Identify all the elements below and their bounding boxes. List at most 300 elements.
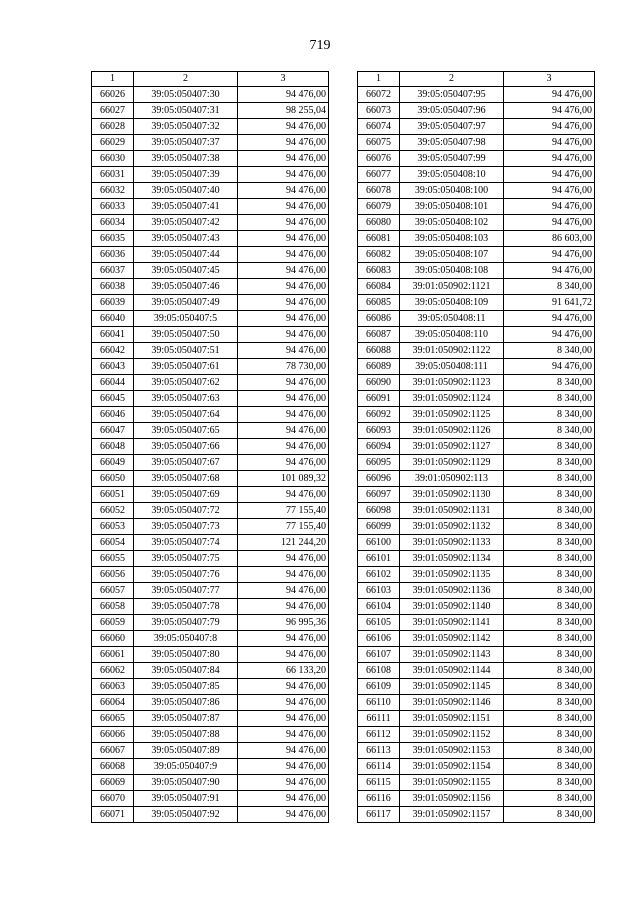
cadastral-number-cell: 39:05:050407:5 bbox=[134, 311, 238, 327]
value-cell: 94 476,00 bbox=[238, 135, 329, 151]
value-cell: 94 476,00 bbox=[238, 375, 329, 391]
cadastral-number-cell: 39:01:050902:1125 bbox=[400, 407, 504, 423]
value-cell: 8 340,00 bbox=[504, 695, 595, 711]
cadastral-number-cell: 39:01:050902:1123 bbox=[400, 375, 504, 391]
cadastral-number-cell: 39:05:050407:61 bbox=[134, 359, 238, 375]
cadastral-number-cell: 39:01:050902:1122 bbox=[400, 343, 504, 359]
row-number-cell: 66067 bbox=[92, 743, 134, 759]
row-number-cell: 66116 bbox=[358, 791, 400, 807]
table-row bbox=[92, 359, 329, 375]
value-cell: 94 476,00 bbox=[238, 599, 329, 615]
row-number-cell: 66035 bbox=[92, 231, 134, 247]
table-row bbox=[92, 311, 329, 327]
table-row bbox=[358, 487, 595, 503]
cadastral-number-cell: 39:05:050407:89 bbox=[134, 743, 238, 759]
cadastral-number-cell: 39:05:050407:63 bbox=[134, 391, 238, 407]
table-row bbox=[358, 535, 595, 551]
cadastral-number-cell: 39:01:050902:1145 bbox=[400, 679, 504, 695]
value-cell: 94 476,00 bbox=[238, 183, 329, 199]
table-row bbox=[92, 663, 329, 679]
table-row bbox=[358, 727, 595, 743]
table-row bbox=[358, 759, 595, 775]
value-cell: 94 476,00 bbox=[238, 743, 329, 759]
cadastral-number-cell: 39:01:050902:1135 bbox=[400, 567, 504, 583]
row-number-cell: 66068 bbox=[92, 759, 134, 775]
cadastral-number-cell: 39:05:050407:64 bbox=[134, 407, 238, 423]
table-row bbox=[92, 695, 329, 711]
table-row bbox=[92, 775, 329, 791]
row-number-cell: 66040 bbox=[92, 311, 134, 327]
row-number-cell: 66042 bbox=[92, 343, 134, 359]
cadastral-number-cell: 39:05:050407:30 bbox=[134, 87, 238, 103]
value-cell: 8 340,00 bbox=[504, 343, 595, 359]
value-cell: 8 340,00 bbox=[504, 583, 595, 599]
value-cell: 94 476,00 bbox=[504, 119, 595, 135]
cadastral-number-cell: 39:05:050407:73 bbox=[134, 519, 238, 535]
cadastral-number-cell: 39:05:050407:76 bbox=[134, 567, 238, 583]
cadastral-number-cell: 39:01:050902:1155 bbox=[400, 775, 504, 791]
cadastral-number-cell: 39:05:050408:103 bbox=[400, 231, 504, 247]
cadastral-number-cell: 39:05:050407:42 bbox=[134, 215, 238, 231]
value-cell: 94 476,00 bbox=[504, 199, 595, 215]
table-row bbox=[92, 103, 329, 119]
value-cell: 8 340,00 bbox=[504, 615, 595, 631]
value-cell: 98 255,04 bbox=[238, 103, 329, 119]
cadastral-number-cell: 39:01:050902:1154 bbox=[400, 759, 504, 775]
value-cell: 94 476,00 bbox=[504, 135, 595, 151]
row-number-cell: 66105 bbox=[358, 615, 400, 631]
cadastral-number-cell: 39:05:050407:77 bbox=[134, 583, 238, 599]
cadastral-number-cell: 39:05:050408:110 bbox=[400, 327, 504, 343]
cadastral-number-cell: 39:05:050408:107 bbox=[400, 247, 504, 263]
value-cell: 8 340,00 bbox=[504, 599, 595, 615]
row-number-cell: 66087 bbox=[358, 327, 400, 343]
value-cell: 8 340,00 bbox=[504, 663, 595, 679]
value-cell: 91 641,72 bbox=[504, 295, 595, 311]
cadastral-number-cell: 39:01:050902:1146 bbox=[400, 695, 504, 711]
value-cell: 94 476,00 bbox=[238, 647, 329, 663]
row-number-cell: 66108 bbox=[358, 663, 400, 679]
row-number-cell: 66084 bbox=[358, 279, 400, 295]
row-number-cell: 66107 bbox=[358, 647, 400, 663]
cadastral-number-cell: 39:05:050407:43 bbox=[134, 231, 238, 247]
row-number-cell: 66117 bbox=[358, 807, 400, 823]
value-cell: 94 476,00 bbox=[238, 631, 329, 647]
value-cell: 78 730,00 bbox=[238, 359, 329, 375]
value-cell: 86 603,00 bbox=[504, 231, 595, 247]
table-row bbox=[92, 231, 329, 247]
table-row bbox=[358, 167, 595, 183]
cadastral-number-cell: 39:05:050407:78 bbox=[134, 599, 238, 615]
table-row bbox=[92, 215, 329, 231]
table-row bbox=[92, 711, 329, 727]
value-cell: 94 476,00 bbox=[238, 807, 329, 823]
value-cell: 8 340,00 bbox=[504, 391, 595, 407]
row-number-cell: 66029 bbox=[92, 135, 134, 151]
value-cell: 94 476,00 bbox=[504, 359, 595, 375]
cadastral-number-cell: 39:05:050407:86 bbox=[134, 695, 238, 711]
cadastral-number-cell: 39:05:050407:96 bbox=[400, 103, 504, 119]
cadastral-number-cell: 39:01:050902:1141 bbox=[400, 615, 504, 631]
row-number-cell: 66102 bbox=[358, 567, 400, 583]
cadastral-number-cell: 39:01:050902:1157 bbox=[400, 807, 504, 823]
value-cell: 94 476,00 bbox=[238, 215, 329, 231]
row-number-cell: 66081 bbox=[358, 231, 400, 247]
table-row bbox=[92, 807, 329, 823]
value-cell: 8 340,00 bbox=[504, 455, 595, 471]
table-row bbox=[358, 423, 595, 439]
table-row bbox=[358, 599, 595, 615]
cadastral-number-cell: 39:05:050407:85 bbox=[134, 679, 238, 695]
value-cell: 8 340,00 bbox=[504, 423, 595, 439]
table-row bbox=[358, 807, 595, 823]
table-row bbox=[92, 199, 329, 215]
value-cell: 94 476,00 bbox=[238, 119, 329, 135]
cadastral-number-cell: 39:05:050407:69 bbox=[134, 487, 238, 503]
table-row bbox=[358, 327, 595, 343]
cadastral-number-cell: 39:05:050408:102 bbox=[400, 215, 504, 231]
table-row bbox=[358, 647, 595, 663]
table-row bbox=[358, 343, 595, 359]
table-row bbox=[92, 439, 329, 455]
cadastral-number-cell: 39:05:050407:80 bbox=[134, 647, 238, 663]
cadastral-number-cell: 39:05:050407:44 bbox=[134, 247, 238, 263]
table-row bbox=[358, 391, 595, 407]
value-cell: 8 340,00 bbox=[504, 631, 595, 647]
value-cell: 8 340,00 bbox=[504, 711, 595, 727]
cadastral-number-cell: 39:05:050408:111 bbox=[400, 359, 504, 375]
table-row bbox=[92, 647, 329, 663]
row-number-cell: 66030 bbox=[92, 151, 134, 167]
row-number-cell: 66046 bbox=[92, 407, 134, 423]
row-number-cell: 66094 bbox=[358, 439, 400, 455]
cadastral-number-cell: 39:05:050407:98 bbox=[400, 135, 504, 151]
value-cell: 8 340,00 bbox=[504, 759, 595, 775]
header-row bbox=[358, 72, 595, 87]
row-number-cell: 66115 bbox=[358, 775, 400, 791]
cadastral-number-cell: 39:05:050407:92 bbox=[134, 807, 238, 823]
value-cell: 8 340,00 bbox=[504, 471, 595, 487]
table-row bbox=[92, 135, 329, 151]
cadastral-number-cell: 39:05:050408:100 bbox=[400, 183, 504, 199]
table-row bbox=[358, 631, 595, 647]
table-row bbox=[358, 135, 595, 151]
cadastral-number-cell: 39:01:050902:1143 bbox=[400, 647, 504, 663]
row-number-cell: 66050 bbox=[92, 471, 134, 487]
row-number-cell: 66095 bbox=[358, 455, 400, 471]
row-number-cell: 66058 bbox=[92, 599, 134, 615]
table-row bbox=[358, 711, 595, 727]
table-row bbox=[358, 199, 595, 215]
row-number-cell: 66114 bbox=[358, 759, 400, 775]
row-number-cell: 66032 bbox=[92, 183, 134, 199]
table-row bbox=[358, 567, 595, 583]
row-number-cell: 66111 bbox=[358, 711, 400, 727]
value-cell: 94 476,00 bbox=[238, 87, 329, 103]
row-number-cell: 66100 bbox=[358, 535, 400, 551]
cadastral-number-cell: 39:01:050902:113 bbox=[400, 471, 504, 487]
cadastral-number-cell: 39:05:050407:50 bbox=[134, 327, 238, 343]
value-cell: 94 476,00 bbox=[504, 263, 595, 279]
table-row bbox=[92, 583, 329, 599]
table-row bbox=[358, 103, 595, 119]
row-number-cell: 66038 bbox=[92, 279, 134, 295]
left-table bbox=[91, 71, 329, 823]
value-cell: 94 476,00 bbox=[238, 151, 329, 167]
page-number: 719 bbox=[309, 38, 331, 53]
cadastral-number-cell: 39:05:050407:65 bbox=[134, 423, 238, 439]
table-row bbox=[358, 743, 595, 759]
table-row bbox=[92, 599, 329, 615]
row-number-cell: 66026 bbox=[92, 87, 134, 103]
cadastral-number-cell: 39:05:050407:41 bbox=[134, 199, 238, 215]
table-row bbox=[92, 487, 329, 503]
row-number-cell: 66086 bbox=[358, 311, 400, 327]
table-row bbox=[358, 583, 595, 599]
table-row bbox=[358, 791, 595, 807]
table-row bbox=[92, 455, 329, 471]
row-number-cell: 66092 bbox=[358, 407, 400, 423]
cadastral-number-cell: 39:05:050407:88 bbox=[134, 727, 238, 743]
row-number-cell: 66065 bbox=[92, 711, 134, 727]
row-number-cell: 66027 bbox=[92, 103, 134, 119]
table-row bbox=[358, 311, 595, 327]
table-row bbox=[92, 167, 329, 183]
row-number-cell: 66085 bbox=[358, 295, 400, 311]
row-number-cell: 66076 bbox=[358, 151, 400, 167]
table-row bbox=[92, 727, 329, 743]
row-number-cell: 66096 bbox=[358, 471, 400, 487]
column-header-value: 3 bbox=[238, 72, 329, 87]
row-number-cell: 66047 bbox=[92, 423, 134, 439]
table-row bbox=[92, 759, 329, 775]
value-cell: 8 340,00 bbox=[504, 279, 595, 295]
cadastral-number-cell: 39:05:050407:79 bbox=[134, 615, 238, 631]
cadastral-number-cell: 39:05:050407:8 bbox=[134, 631, 238, 647]
row-number-cell: 66061 bbox=[92, 647, 134, 663]
cadastral-number-cell: 39:01:050902:1151 bbox=[400, 711, 504, 727]
value-cell: 94 476,00 bbox=[238, 695, 329, 711]
table-row bbox=[92, 791, 329, 807]
table-row bbox=[92, 279, 329, 295]
cadastral-number-cell: 39:01:050902:1124 bbox=[400, 391, 504, 407]
table-row bbox=[358, 119, 595, 135]
cadastral-number-cell: 39:05:050407:74 bbox=[134, 535, 238, 551]
column-header-cadastral-number: 2 bbox=[134, 72, 238, 87]
cadastral-number-cell: 39:05:050407:66 bbox=[134, 439, 238, 455]
value-cell: 94 476,00 bbox=[238, 263, 329, 279]
table-row bbox=[358, 439, 595, 455]
row-number-cell: 66070 bbox=[92, 791, 134, 807]
value-cell: 8 340,00 bbox=[504, 551, 595, 567]
value-cell: 8 340,00 bbox=[504, 727, 595, 743]
value-cell: 8 340,00 bbox=[504, 519, 595, 535]
row-number-cell: 66097 bbox=[358, 487, 400, 503]
value-cell: 8 340,00 bbox=[504, 535, 595, 551]
value-cell: 77 155,40 bbox=[238, 519, 329, 535]
table-row bbox=[92, 343, 329, 359]
cadastral-number-cell: 39:05:050407:90 bbox=[134, 775, 238, 791]
table-row bbox=[92, 551, 329, 567]
cadastral-number-cell: 39:05:050408:108 bbox=[400, 263, 504, 279]
value-cell: 101 089,32 bbox=[238, 471, 329, 487]
table-row bbox=[92, 119, 329, 135]
row-number-cell: 66036 bbox=[92, 247, 134, 263]
right-table bbox=[357, 71, 595, 823]
table-row bbox=[92, 503, 329, 519]
value-cell: 94 476,00 bbox=[238, 759, 329, 775]
value-cell: 8 340,00 bbox=[504, 503, 595, 519]
row-number-cell: 66113 bbox=[358, 743, 400, 759]
table-row bbox=[92, 183, 329, 199]
table-row bbox=[92, 615, 329, 631]
cadastral-number-cell: 39:05:050407:49 bbox=[134, 295, 238, 311]
cadastral-number-cell: 39:01:050902:1144 bbox=[400, 663, 504, 679]
row-number-cell: 66080 bbox=[358, 215, 400, 231]
value-cell: 8 340,00 bbox=[504, 407, 595, 423]
row-number-cell: 66074 bbox=[358, 119, 400, 135]
value-cell: 8 340,00 bbox=[504, 791, 595, 807]
table-row bbox=[358, 359, 595, 375]
table-row bbox=[92, 471, 329, 487]
value-cell: 8 340,00 bbox=[504, 807, 595, 823]
table-row bbox=[358, 183, 595, 199]
row-number-cell: 66104 bbox=[358, 599, 400, 615]
cadastral-number-cell: 39:05:050407:62 bbox=[134, 375, 238, 391]
table-row bbox=[358, 151, 595, 167]
row-number-cell: 66112 bbox=[358, 727, 400, 743]
cadastral-number-cell: 39:05:050407:68 bbox=[134, 471, 238, 487]
value-cell: 96 995,36 bbox=[238, 615, 329, 631]
right-table-body bbox=[358, 87, 595, 823]
row-number-cell: 66089 bbox=[358, 359, 400, 375]
value-cell: 94 476,00 bbox=[238, 679, 329, 695]
value-cell: 8 340,00 bbox=[504, 439, 595, 455]
row-number-cell: 66069 bbox=[92, 775, 134, 791]
table-row bbox=[358, 551, 595, 567]
cadastral-number-cell: 39:05:050407:87 bbox=[134, 711, 238, 727]
cadastral-number-cell: 39:01:050902:1134 bbox=[400, 551, 504, 567]
value-cell: 94 476,00 bbox=[238, 199, 329, 215]
value-cell: 94 476,00 bbox=[238, 775, 329, 791]
cadastral-number-cell: 39:05:050408:11 bbox=[400, 311, 504, 327]
row-number-cell: 66028 bbox=[92, 119, 134, 135]
row-number-cell: 66043 bbox=[92, 359, 134, 375]
table-row bbox=[358, 279, 595, 295]
cadastral-number-cell: 39:05:050407:67 bbox=[134, 455, 238, 471]
row-number-cell: 66066 bbox=[92, 727, 134, 743]
cadastral-number-cell: 39:01:050902:1130 bbox=[400, 487, 504, 503]
row-number-cell: 66062 bbox=[92, 663, 134, 679]
cadastral-number-cell: 39:05:050407:31 bbox=[134, 103, 238, 119]
row-number-cell: 66057 bbox=[92, 583, 134, 599]
cadastral-number-cell: 39:01:050902:1136 bbox=[400, 583, 504, 599]
value-cell: 94 476,00 bbox=[238, 567, 329, 583]
value-cell: 77 155,40 bbox=[238, 503, 329, 519]
table-row bbox=[358, 247, 595, 263]
cadastral-number-cell: 39:05:050407:72 bbox=[134, 503, 238, 519]
value-cell: 66 133,20 bbox=[238, 663, 329, 679]
value-cell: 94 476,00 bbox=[504, 151, 595, 167]
table-row bbox=[92, 375, 329, 391]
row-number-cell: 66072 bbox=[358, 87, 400, 103]
value-cell: 94 476,00 bbox=[504, 87, 595, 103]
row-number-cell: 66049 bbox=[92, 455, 134, 471]
column-header-cadastral-number: 2 bbox=[400, 72, 504, 87]
cadastral-number-cell: 39:01:050902:1132 bbox=[400, 519, 504, 535]
table-row bbox=[358, 87, 595, 103]
row-number-cell: 66099 bbox=[358, 519, 400, 535]
value-cell: 94 476,00 bbox=[238, 231, 329, 247]
table-row bbox=[358, 231, 595, 247]
cadastral-number-cell: 39:01:050902:1127 bbox=[400, 439, 504, 455]
cadastral-number-cell: 39:01:050902:1156 bbox=[400, 791, 504, 807]
cadastral-number-cell: 39:01:050902:1129 bbox=[400, 455, 504, 471]
table-row bbox=[92, 327, 329, 343]
row-number-cell: 66109 bbox=[358, 679, 400, 695]
table-row bbox=[358, 695, 595, 711]
left-table-body bbox=[92, 87, 329, 823]
cadastral-number-cell: 39:05:050407:51 bbox=[134, 343, 238, 359]
row-number-cell: 66059 bbox=[92, 615, 134, 631]
table-row bbox=[358, 295, 595, 311]
table-row bbox=[358, 215, 595, 231]
cadastral-number-cell: 39:05:050407:39 bbox=[134, 167, 238, 183]
value-cell: 94 476,00 bbox=[504, 167, 595, 183]
row-number-cell: 66103 bbox=[358, 583, 400, 599]
value-cell: 94 476,00 bbox=[238, 423, 329, 439]
row-number-cell: 66039 bbox=[92, 295, 134, 311]
value-cell: 94 476,00 bbox=[504, 215, 595, 231]
cadastral-number-cell: 39:05:050407:91 bbox=[134, 791, 238, 807]
row-number-cell: 66073 bbox=[358, 103, 400, 119]
cadastral-number-cell: 39:05:050407:97 bbox=[400, 119, 504, 135]
row-number-cell: 66091 bbox=[358, 391, 400, 407]
table-row bbox=[358, 407, 595, 423]
value-cell: 94 476,00 bbox=[238, 391, 329, 407]
value-cell: 94 476,00 bbox=[238, 439, 329, 455]
row-number-cell: 66060 bbox=[92, 631, 134, 647]
table-row bbox=[92, 743, 329, 759]
row-number-cell: 66055 bbox=[92, 551, 134, 567]
cadastral-number-cell: 39:05:050407:99 bbox=[400, 151, 504, 167]
cadastral-number-cell: 39:05:050408:101 bbox=[400, 199, 504, 215]
table-row bbox=[358, 503, 595, 519]
row-number-cell: 66054 bbox=[92, 535, 134, 551]
value-cell: 94 476,00 bbox=[504, 103, 595, 119]
row-number-cell: 66090 bbox=[358, 375, 400, 391]
table-row bbox=[92, 679, 329, 695]
cadastral-number-cell: 39:01:050902:1140 bbox=[400, 599, 504, 615]
row-number-cell: 66063 bbox=[92, 679, 134, 695]
row-number-cell: 66034 bbox=[92, 215, 134, 231]
value-cell: 8 340,00 bbox=[504, 679, 595, 695]
row-number-cell: 66098 bbox=[358, 503, 400, 519]
cadastral-number-cell: 39:01:050902:1131 bbox=[400, 503, 504, 519]
table-row bbox=[92, 567, 329, 583]
cadastral-number-cell: 39:01:050902:1152 bbox=[400, 727, 504, 743]
table-row bbox=[92, 535, 329, 551]
value-cell: 94 476,00 bbox=[238, 791, 329, 807]
value-cell: 94 476,00 bbox=[238, 247, 329, 263]
row-number-cell: 66083 bbox=[358, 263, 400, 279]
table-row bbox=[92, 151, 329, 167]
row-number-cell: 66079 bbox=[358, 199, 400, 215]
value-cell: 8 340,00 bbox=[504, 743, 595, 759]
row-number-cell: 66033 bbox=[92, 199, 134, 215]
row-number-cell: 66037 bbox=[92, 263, 134, 279]
value-cell: 94 476,00 bbox=[504, 311, 595, 327]
